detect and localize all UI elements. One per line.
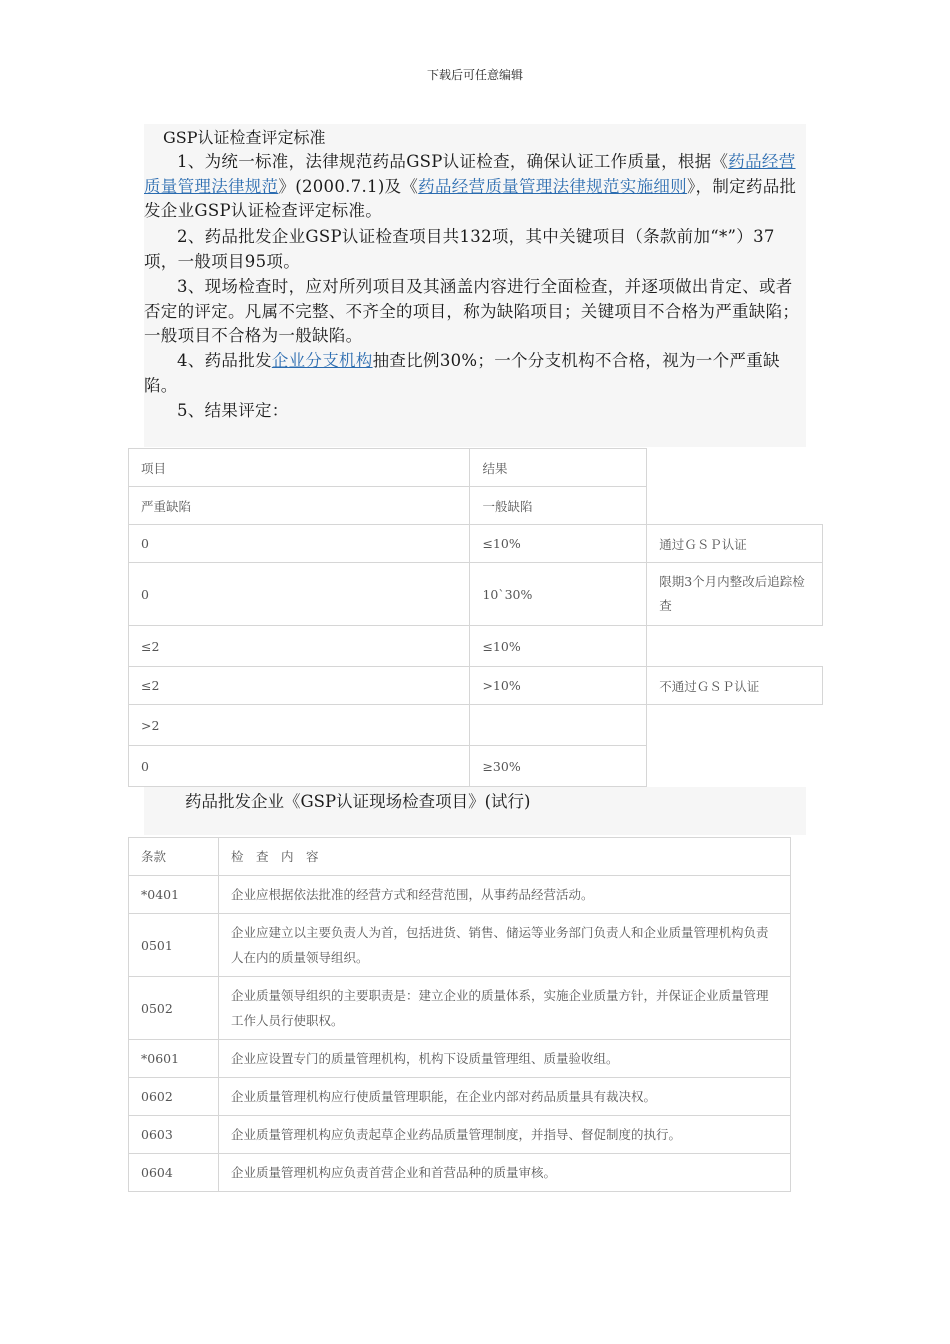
result-cell-empty — [647, 626, 823, 667]
table-row — [129, 1154, 791, 1192]
result-cell: >10% — [470, 667, 647, 705]
result-cell-empty — [647, 746, 823, 787]
table-row — [129, 876, 791, 914]
table-row — [129, 1116, 791, 1154]
result-table — [128, 448, 823, 787]
result-cell-empty — [647, 449, 823, 487]
result-cell: 通过ＧＳＰ认证 — [647, 525, 823, 563]
paragraph-3 — [144, 275, 802, 349]
result-cell — [470, 705, 647, 746]
paragraph-4 — [144, 349, 802, 398]
p4-text-b: 抽查比例30%；一个分支机构不合格，视为一个严重缺陷。 — [144, 351, 780, 395]
clause-code: 0502 — [129, 977, 219, 1040]
clause-content: 企业质量管理机构应行使质量管理职能，在企业内部对药品质量具有裁决权。 — [218, 1078, 790, 1116]
table-row — [129, 1078, 791, 1116]
table-row — [129, 487, 823, 525]
p2-text: 2、药品批发企业GSP认证检查项目共132项，其中关键项目（条款前加“*”）37项，一般项目95项。 — [144, 227, 775, 271]
clause-content: 企业应设置专门的质量管理机构，机构下设质量管理组、质量验收组。 — [218, 1040, 790, 1078]
result-cell: 0 — [129, 746, 470, 787]
result-cell: 一般缺陷 — [470, 487, 647, 525]
clause-content: 企业应根据依法批准的经营方式和经营范围，从事药品经营活动。 — [218, 876, 790, 914]
clause-code: *0401 — [129, 876, 219, 914]
result-cell: 严重缺陷 — [129, 487, 470, 525]
clause-code: 0602 — [129, 1078, 219, 1116]
result-cell-empty — [647, 705, 823, 746]
result-cell-empty — [647, 487, 823, 525]
result-cell: ≤2 — [129, 667, 470, 705]
table-row — [129, 1040, 791, 1078]
result-cell: 项目 — [129, 449, 470, 487]
section-subtitle: 药品批发企业《GSP认证现场检查项目》(试行) — [185, 792, 531, 811]
result-cell: ≥30% — [470, 746, 647, 787]
p1-text-b: 》(2000.7.1)及《 — [278, 176, 419, 196]
result-cell: 结果 — [470, 449, 647, 487]
clause-code: 0604 — [129, 1154, 219, 1192]
clause-content: 企业质量领导组织的主要职责是：建立企业的质量体系，实施企业质量方针，并保证企业质量管理工作人员行使职权。 — [218, 977, 790, 1040]
table-row — [129, 914, 791, 977]
table-row — [129, 977, 791, 1040]
clause-code: 0603 — [129, 1116, 219, 1154]
table-row — [129, 626, 823, 667]
result-cell: 不通过ＧＳＰ认证 — [647, 667, 823, 705]
result-cell: 0 — [129, 563, 470, 626]
link-branch-office[interactable]: 企业分支机构 — [271, 351, 373, 370]
p4-text-a: 4、药品批发 — [177, 351, 272, 370]
result-cell: >2 — [129, 705, 470, 746]
doc-title: GSP认证检查评定标准 — [163, 128, 326, 147]
link-gsp-regulation[interactable]: 药品经营质量管理法律规范 — [144, 152, 796, 196]
link-gsp-implementation-rules[interactable]: 药品经营质量管理法律规范实施细则 — [418, 176, 687, 196]
p3-text: 3、现场检查时，应对所列项目及其涵盖内容进行全面检查，并逐项做出肯定、或者否定的评定。凡属不完整、不齐全的项目，称为缺陷项目；关键项目不合格为严重缺陷；一般项目不合格为一般缺陷。 — [144, 277, 800, 345]
p5-text: 5、结果评定： — [177, 401, 289, 420]
clause-content: 企业质量管理机构应负责首营企业和首营品种的质量审核。 — [218, 1154, 790, 1192]
check-table — [128, 837, 791, 1192]
table-row — [129, 705, 823, 746]
clause-content: 企业应建立以主要负责人为首，包括进货、销售、储运等业务部门负责人和企业质量管理机构负责人在内的质量领导组织。 — [218, 914, 790, 977]
clause-code: *0601 — [129, 1040, 219, 1078]
column-header-clause: 条款 — [129, 838, 219, 876]
paragraph-5 — [144, 399, 802, 424]
result-cell: 限期3个月内整改后追踪检查 — [647, 563, 823, 626]
result-cell: ≤10% — [470, 525, 647, 563]
result-cell: 0 — [129, 525, 470, 563]
column-header-content: 检 查 内 容 — [218, 838, 790, 876]
page-header: 下载后可任意编辑 — [426, 68, 523, 82]
result-cell: ≤2 — [129, 626, 470, 667]
table-header-row — [129, 838, 791, 876]
p1-text-a: 1、为统一标准，法律规范药品GSP认证检查，确保认证工作质量，根据《 — [177, 152, 729, 171]
table-row — [129, 525, 823, 563]
p1-text-c: 》，制定药品批发企业GSP认证检查评定标准。 — [144, 176, 797, 220]
result-cell: ≤10% — [470, 626, 647, 667]
paragraph-1 — [144, 150, 802, 224]
table-row — [129, 449, 823, 487]
clause-code: 0501 — [129, 914, 219, 977]
paragraph-2 — [144, 225, 802, 274]
table-row — [129, 667, 823, 705]
table-row — [129, 746, 823, 787]
clause-content: 企业质量管理机构应负责起草企业药品质量管理制度，并指导、督促制度的执行。 — [218, 1116, 790, 1154]
result-cell: 10`30% — [470, 563, 647, 626]
table-row — [129, 563, 823, 626]
